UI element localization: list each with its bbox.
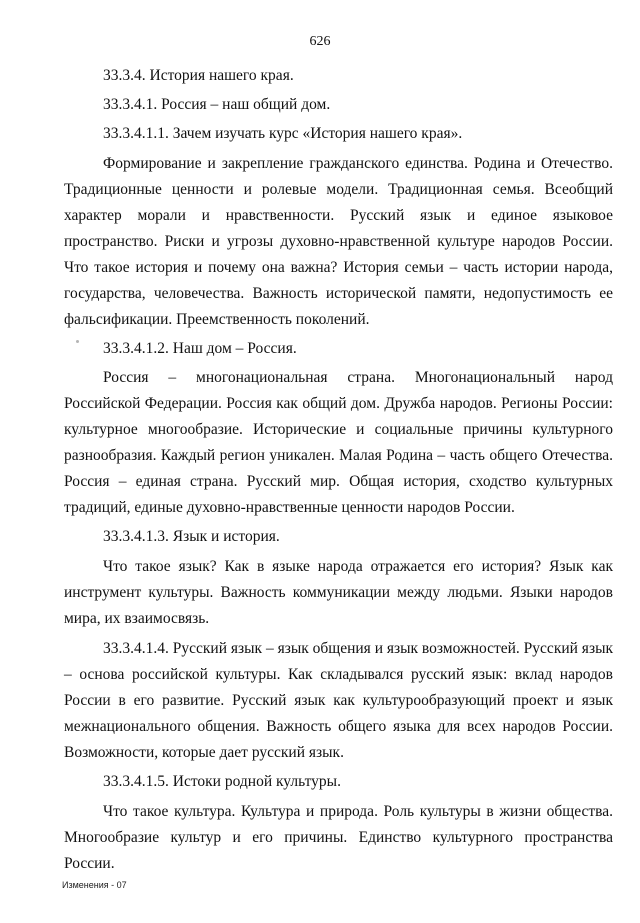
paragraph-multinational-country: Россия – многонациональная страна. Многонациональный народ Российской Федерации. Россия как общий дом. Дружба народов. Регионы России: культурное многообразие. Исторические и социальные причины культурного разнообразия. Каждый регион уникален. Малая Родина – часть общего Отечества. Россия – единая страна. Русский мир. Общая история, сходство культурных традиций, единые духовно-нравственные ценности народов России. xyxy=(64,369,613,516)
section-heading-33-3-4-1-2: 33.3.4.1.2. Наш дом – Россия. xyxy=(103,340,297,357)
section-heading-33-3-4-1: 33.3.4.1. Россия – наш общий дом. xyxy=(103,96,331,113)
document-body xyxy=(64,63,613,877)
section-heading-33-3-4-1-1: 33.3.4.1.1. Зачем изучать курс «История нашего края». xyxy=(103,125,463,142)
page-number: 626 xyxy=(309,34,331,49)
section-heading-33-3-4-1-5: 33.3.4.1.5. Истоки родной культуры. xyxy=(103,773,341,790)
footer-revision-note: Изменения - 07 xyxy=(62,880,127,890)
paragraph-civic-unity: Формирование и закрепление гражданского единства. Родина и Отечество. Традиционные ценности и ролевые модели. Традиционная семья. Всеобщий характер морали и нравственности. Русский язык и единое языковое пространство. Риски и угрозы духовно-нравственной культуре народов России. Что такое история и почему она важна? История семьи – часть истории народа, государства, человечества. Важность исторической памяти, недопустимость ее фальсификации. Преемственность поколений. xyxy=(64,155,613,328)
section-heading-33-3-4: 33.3.4. История нашего края. xyxy=(103,67,294,84)
paragraph-native-culture: Что такое культура. Культура и природа. Роль культуры в жизни общества. Многообразие культур и его причины. Единство культурного пространства России. xyxy=(64,803,613,872)
paragraph-language-history: Что такое язык? Как в языке народа отражается его история? Язык как инструмент культуры. Важность коммуникации между людьми. Языки народов мира, их взаимосвязь. xyxy=(64,558,613,627)
paragraph-russian-language: 33.3.4.1.4. Русский язык – язык общения и язык возможностей. Русский язык – основа российской культуры. Как складывался русский язык: вклад народов России в его развитие. Русский язык как культурообразующий проект и язык межнационального общения. Важность общего языка для всех народов России. Возможности, которые дает русский язык. xyxy=(64,640,614,761)
scan-speck xyxy=(76,340,79,343)
section-heading-33-3-4-1-3: 33.3.4.1.3. Язык и история. xyxy=(103,528,280,545)
